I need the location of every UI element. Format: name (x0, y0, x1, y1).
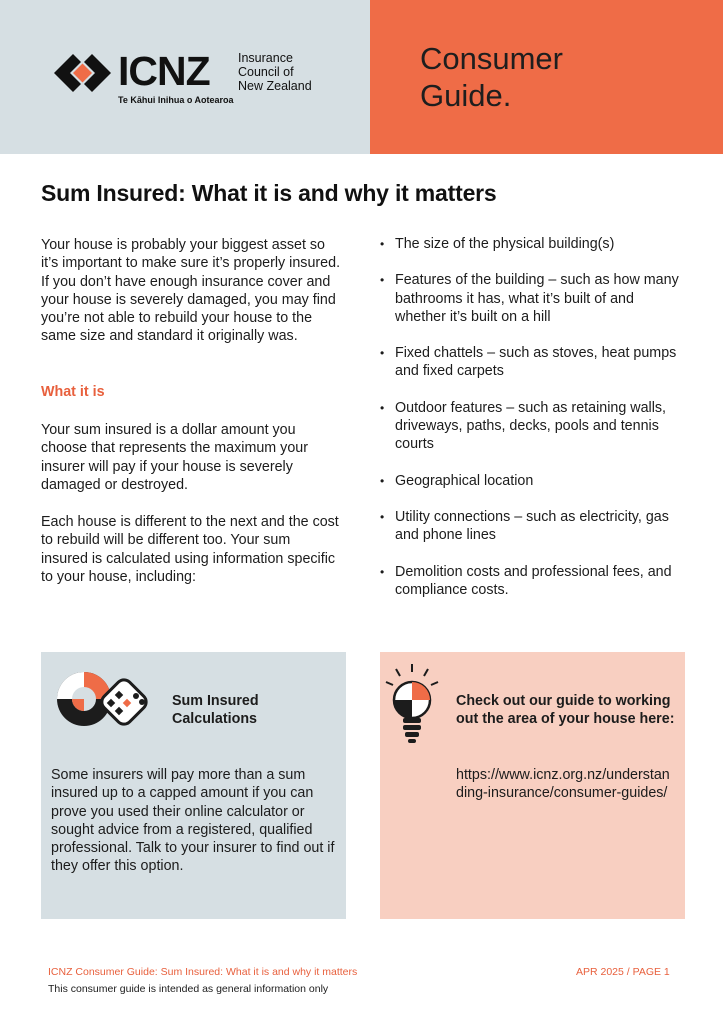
what-it-is-heading: What it is (41, 384, 105, 400)
logo-wordmark: ICNZ (118, 48, 210, 94)
footer-disclaimer: This consumer guide is intended as general information only (48, 983, 329, 995)
lightbulb-icon (382, 662, 442, 746)
list-item: • Utility connections – such as electricity, gas and phone lines (380, 508, 680, 545)
calculations-body: Some insurers will pay more than a sum insured up to a capped amount if you can prove you used their online calculator or sought advice from a registered, qualified professional. Talk to your insurer to find out if they offer this option. (51, 767, 335, 875)
consumer-guide-heading-area (370, 0, 723, 154)
list-item: • The size of the physical building(s) (380, 235, 680, 253)
intro-paragraph: Your house is probably your biggest asset so it’s important to make sure it’s properly insured. If you don’t have enough insurance cover and your house is severely damaged, you may find you’re not able to rebuild your house to the same size and standard it originally was. (41, 237, 341, 345)
icnz-logo-icon (52, 52, 114, 94)
list-item: • Outdoor features – such as retaining walls, driveways, paths, decks, pools and tennis courts (380, 399, 680, 454)
footer-document-title: ICNZ Consumer Guide: Sum Insured: What it is and why it matters (48, 966, 358, 978)
logo-maori-name: Te Kāhui Inihua o Aotearoa (118, 95, 234, 105)
consumer-guide-heading: Consumer Guide. (420, 41, 563, 113)
what-it-is-paragraph-2: Each house is different to the next and the cost to rebuild will be different too. Your sum insured is calculated using information specific to your house, including: (41, 514, 339, 585)
list-item: • Features of the building – such as how many bathrooms it has, what it’s built of and whether it’s built on a hill (380, 271, 680, 326)
calculator-icon (56, 668, 152, 730)
list-item: • Fixed chattels – such as stoves, heat pumps and fixed carpets (380, 344, 680, 381)
list-item: • Geographical location (380, 472, 680, 490)
area-guide-title: Check out our guide to working out the area of your house here: (456, 693, 675, 728)
list-item: • Demolition costs and professional fees, and compliance costs. (380, 563, 680, 600)
page-title: Sum Insured: What it is and why it matters (41, 180, 497, 206)
logo-subtitle: Insurance Council of New Zealand (238, 51, 312, 93)
footer-page-number: APR 2025 / PAGE 1 (576, 966, 670, 978)
area-guide-link[interactable]: https://www.icnz.org.nz/understanding-insurance/consumer-guides/ (456, 767, 670, 802)
included-items-list (380, 235, 680, 617)
what-it-is-paragraph-1: Your sum insured is a dollar amount you choose that represents the maximum your insurer will pay if your house is severely damaged or destroyed. (41, 422, 308, 493)
calculations-title: Sum Insured Calculations (172, 693, 259, 727)
